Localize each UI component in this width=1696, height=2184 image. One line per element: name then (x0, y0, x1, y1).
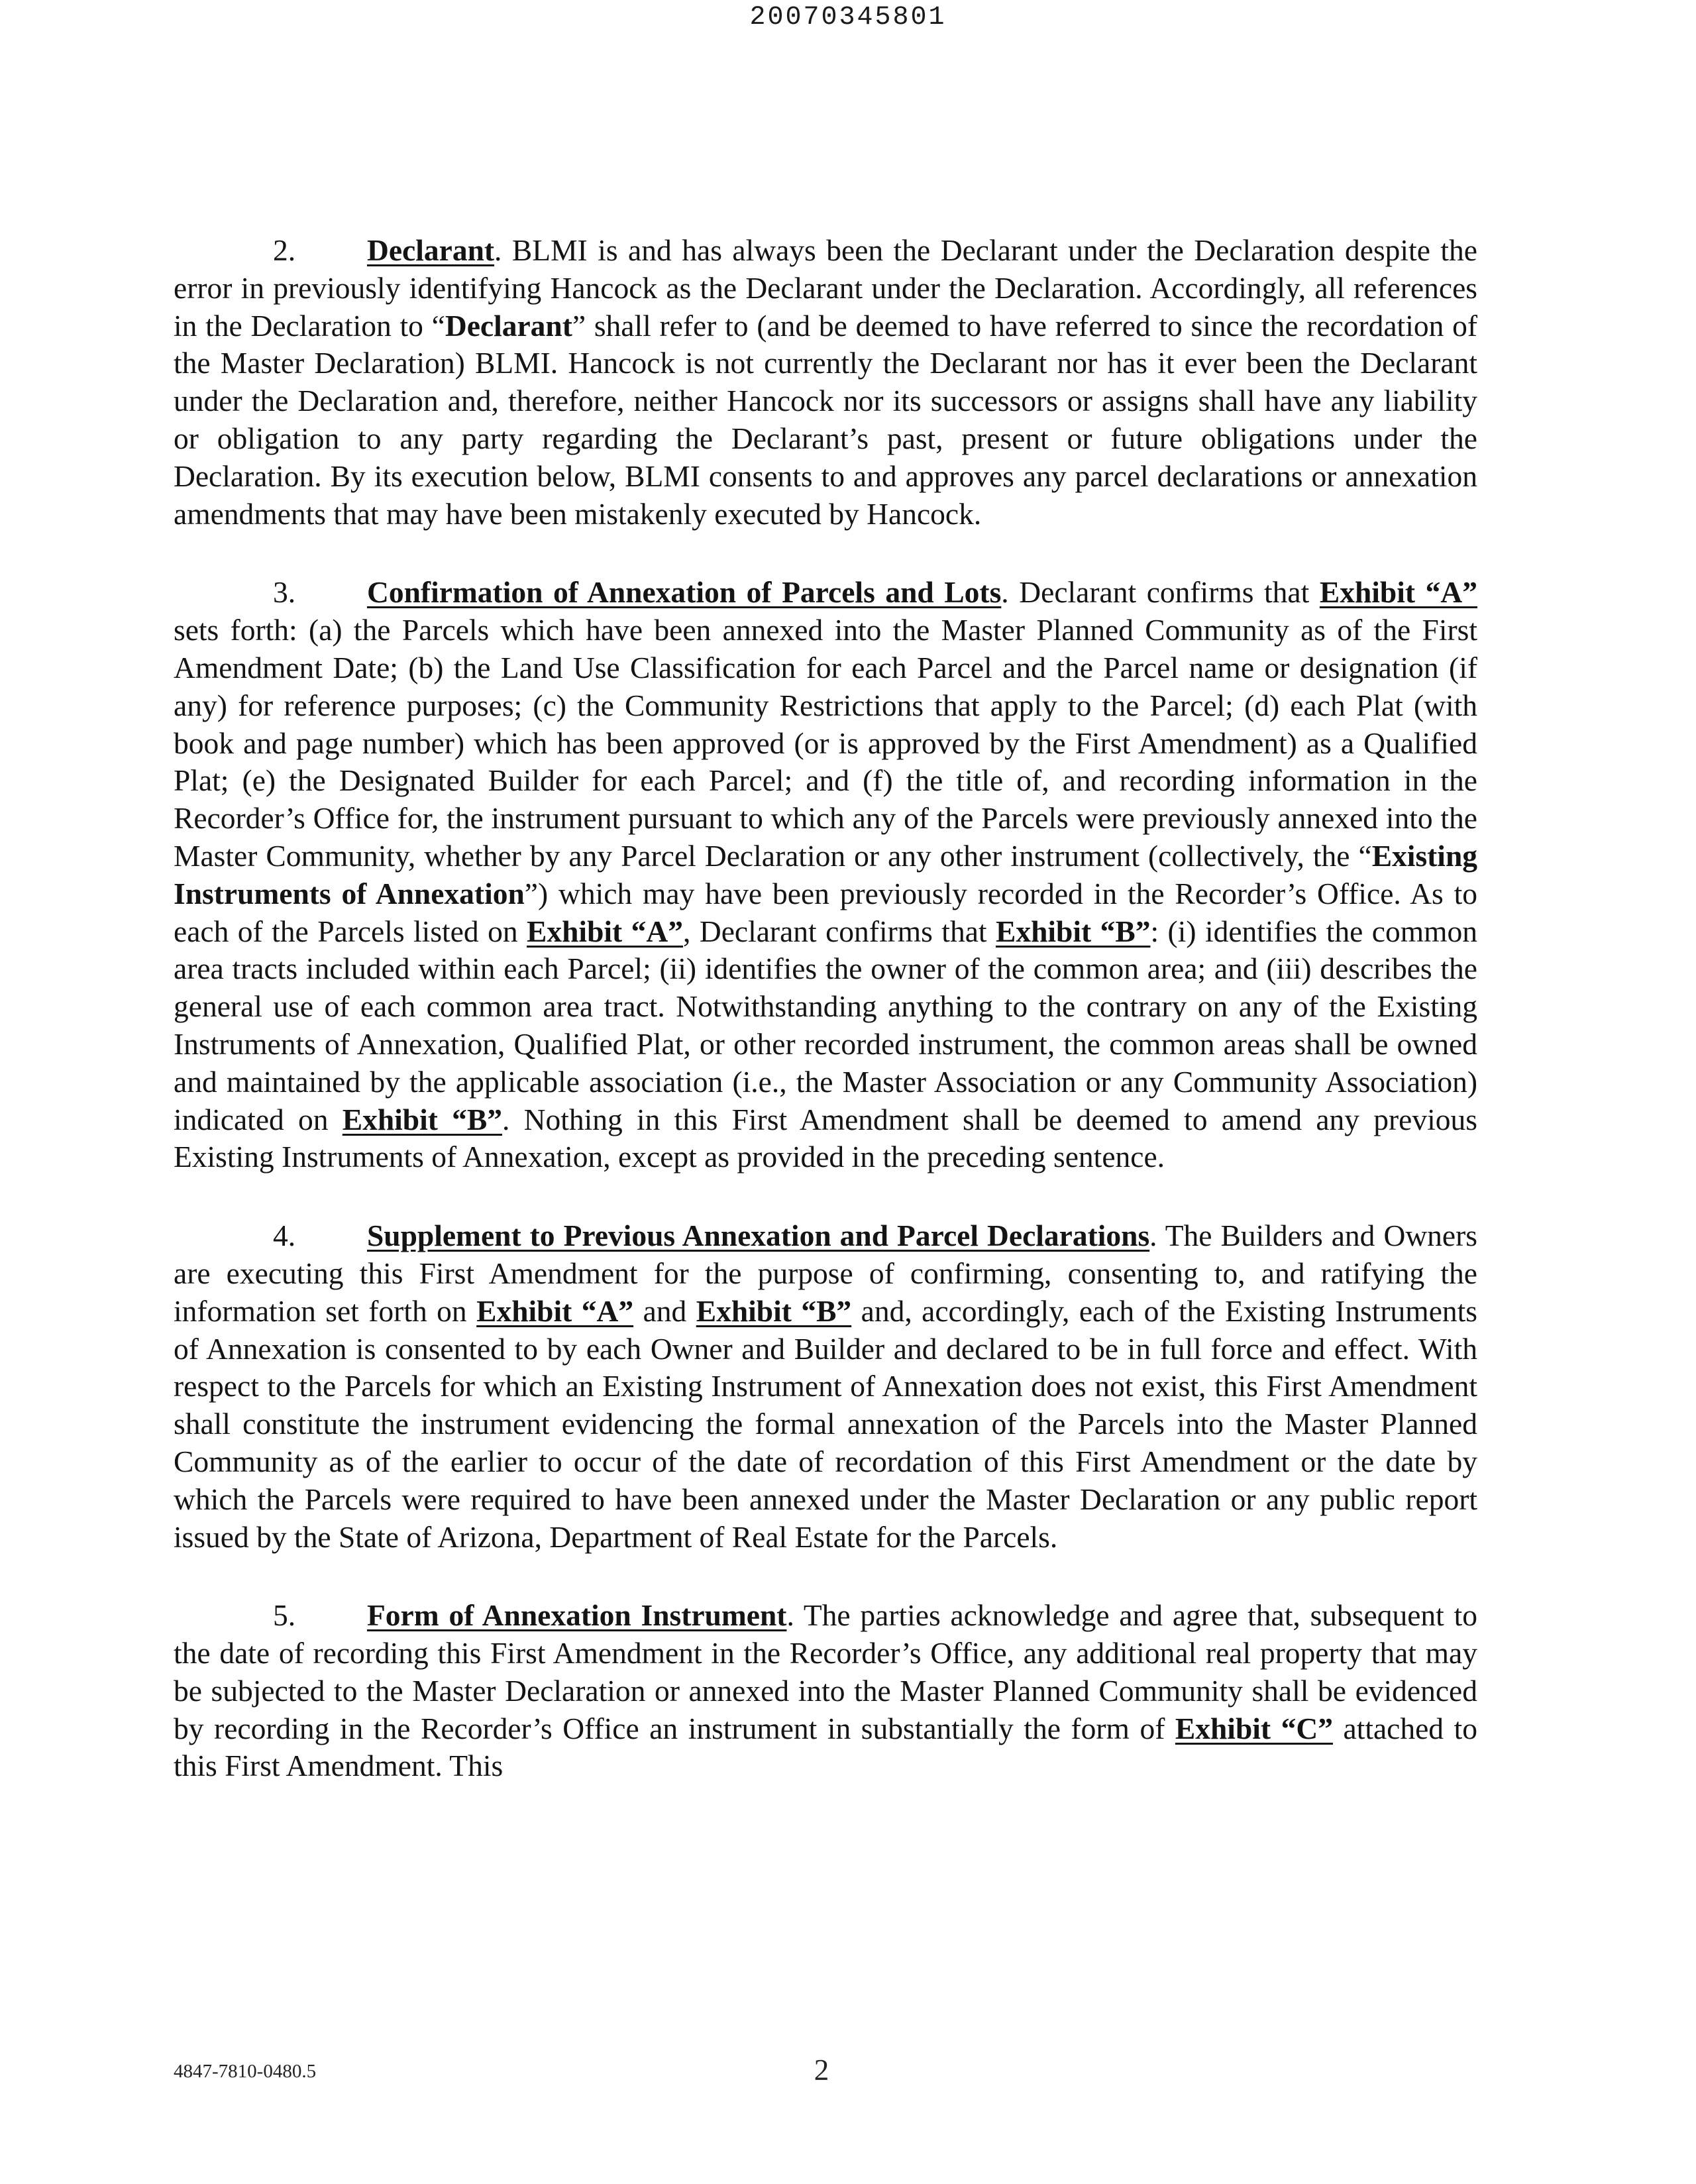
paragraph-text: ” shall refer to (and be deemed to have referred to since the recordation of the Master Declaration) BLMI. Hancock is not currently the Declarant nor has it ever been the Declarant under the Declaration and, therefore, neither Hancock nor its successors or assigns shall have any liability or obligation to any party regarding the Declarant’s past, present or future obligations under the Declaration. By its execution below, BLMI consents to and approves any parcel declarations or annexation amendments that may have been mistakenly executed by Hancock. (174, 308, 1477, 531)
paragraph-number: 5. (273, 1598, 296, 1633)
document-id: 4847-7810-0480.5 (174, 2061, 317, 2082)
paragraph-text: . Nothing in this First Amendment shall be deemed to amend any previous Existing Instruments of Annexation, except as provided in the preceding sentence. (174, 1102, 1477, 1174)
paragraph-number: 3. (273, 575, 296, 610)
paragraph-heading: Confirmation of Annexation of Parcels and Lots (367, 575, 1002, 610)
paragraph-text: . BLMI is and has always been the Declarant under the Declaration despite the error in previously identifying Hancock as the Declarant under the Declaration. Accordingly, all references in the Declaration to “ (174, 233, 1477, 343)
exhibit-reference: Exhibit “A” (1319, 575, 1477, 610)
defined-term: Existing Instruments of Annexation (174, 838, 1477, 910)
paragraph-text: : (i) identifies the common area tracts included within each Parcel; (ii) identifies the owner of the common area; and (iii) describes the general use of each common area tract. Notwithstanding anything to the contrary on any of the Existing Instruments of Annexation, Qualified Plat, or other recorded instrument, the common areas shall be owned and maintained by the applicable association (i.e., the Master Association or any Community Association) indicated on (174, 914, 1477, 1136)
paragraph-text: . The Builders and Owners are executing this First Amendment for the purpose of confirming, consenting to, and ratifying the information set forth on (174, 1219, 1477, 1328)
exhibit-reference: Exhibit “B” (342, 1102, 503, 1136)
paragraph-confirmation-of-annexation (174, 574, 1477, 1176)
paragraph-text: . The parties acknowledge and agree that, subsequent to the date of recording this First Amendment in the Recorder’s Office, any additional real property that may be subjected to the Master Declaration or annexed into the Master Planned Community shall be evidenced by recording in the Recorder’s Office an instrument in substantially the form of (174, 1598, 1477, 1745)
paragraph-form-of-annexation-instrument (174, 1597, 1477, 1785)
paragraph-text: attached to this First Amendment. This (174, 1711, 1477, 1783)
document-body (174, 232, 1477, 1826)
paragraph-heading: Form of Annexation Instrument (367, 1598, 787, 1633)
page-number: 2 (814, 2053, 829, 2087)
paragraph-supplement-to-previous-annexation (174, 1217, 1477, 1556)
paragraph-declarant (174, 232, 1477, 533)
paragraph-text: and (633, 1293, 696, 1328)
recording-number: 20070345801 (749, 3, 947, 32)
exhibit-reference: Exhibit “A” (476, 1293, 634, 1328)
paragraph-number: 4. (273, 1219, 296, 1253)
paragraph-text: and, accordingly, each of the Existing Instruments of Annexation is consented to by each Owner and Builder and declared to be in full force and effect. With respect to the Parcels for which an Existing Instrument of Annexation does not exist, this First Amendment shall constitute the instrument evidencing the formal annexation of the Parcels into the Master Planned Community as of the earlier to occur of the date of recordation of this First Amendment or the date by which the Parcels were required to have been annexed under the Master Declaration or any public report issued by the State of Arizona, Department of Real Estate for the Parcels. (174, 1293, 1477, 1554)
paragraph-heading: Declarant (367, 233, 495, 267)
exhibit-reference: Exhibit “A” (527, 914, 683, 948)
exhibit-reference: Exhibit “B” (996, 914, 1151, 948)
exhibit-reference: Exhibit “B” (696, 1293, 852, 1328)
paragraph-text: ”) which may have been previously recorded in the Recorder’s Office. As to each of the Parcels listed on (174, 876, 1477, 948)
paragraph-text: . Declarant confirms that (1001, 575, 1320, 610)
paragraph-heading: Supplement to Previous Annexation and Parcel Declarations (367, 1219, 1150, 1253)
defined-term: Declarant (445, 308, 572, 343)
paragraph-number: 2. (273, 233, 296, 267)
paragraph-text: , Declarant confirms that (683, 914, 996, 948)
exhibit-reference: Exhibit “C” (1175, 1711, 1333, 1745)
paragraph-text: sets forth: (a) the Parcels which have been annexed into the Master Planned Community as of the First Amendment Date; (b) the Land Use Classification for each Parcel and the Parcel name or designation (if any) for reference purposes; (c) the Community Restrictions that apply to the Parcel; (d) each Plat (with book and page number) which has been approved (or is approved by the First Amendment) as a Qualified Plat; (e) the Designated Builder for each Parcel; and (f) the title of, and recording information in the Recorder’s Office for, the instrument pursuant to which any of the Parcels were previously annexed into the Master Community, whether by any Parcel Declaration or any other instrument (collectively, the “ (174, 613, 1477, 873)
